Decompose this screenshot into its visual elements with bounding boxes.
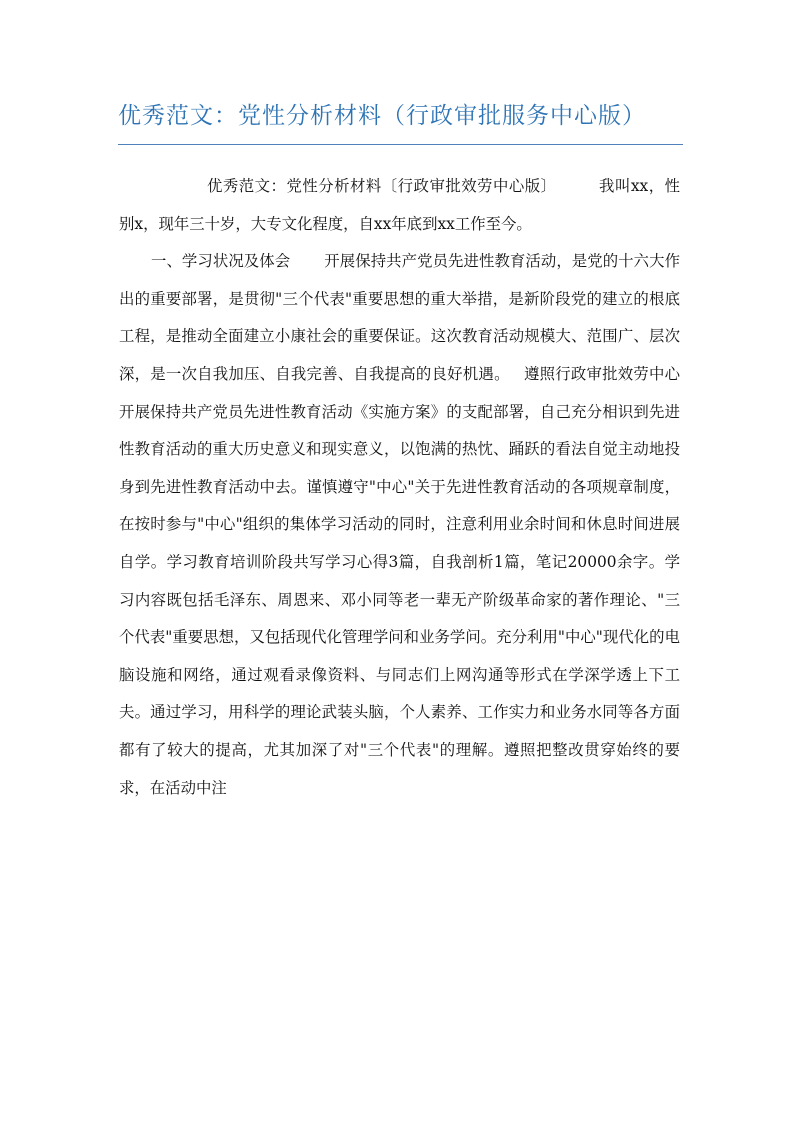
intro-heading: 优秀范文：党性分析材料〔行政审批效劳中心版〕 [207, 177, 557, 195]
intro-body: 我叫xx，性别x，现年三十岁，大专文化程度，自xx年底到xx工作至今。 [119, 177, 680, 233]
paragraph-intro [119, 168, 680, 243]
study-text-part2: 遵照行政审批效劳中心开展保持共产党员先进性教育活动《实施方案》的支配部署，自己充分相识到先进性教育活动的重大历史意义和现实意义，以饱满的热忱、踊跃的看法自觉主动地投身到先进性教育活动中去。谨慎遵守"中心"关于先进性教育活动的各项规章制度，在按时参与"中心"组织的集体学习活动的同时，注意利用业余时间和休息时间进展自学。学习教育培训阶段共写学习心得3篇，自我剖析1篇，笔记20000余字。学习内容既包括毛泽东、周恩来、邓小同等老一辈无产阶级革命家的著作理论、"三个代表"重要思想，又包括现代化管理学问和业务学问。充分利用"中心"现代化的电脑设施和网络，通过观看录像资料、与同志们上网沟通等形式在学深学透上下工夫。通过学习，用科学的理论武装头脑，个人素养、工作实力和业务水同等各方面都有了较大的提高，尤其加深了对"三个代表"的理解。遵照把整改贯穿始终的要求，在活动中注 [119, 364, 680, 797]
document-title: 优秀范文：党性分析材料（行政审批服务中心版） [118, 103, 646, 129]
document-body [119, 168, 680, 807]
paragraph-study [119, 243, 680, 807]
study-text-part1: 开展保持共产党员先进性教育活动，是党的十六大作出的重要部署，是贯彻"三个代表"重要思想的重大举措，是新阶段党的建立的根底工程，是推动全面建立小康社会的重要保证。这次教育活动规模大、范围广、层次深，是一次自我加压、自我完善、自我提高的良好机遇。 [119, 252, 680, 383]
section-heading: 一、学习状况及体会 [151, 252, 291, 271]
title-divider [118, 144, 683, 145]
